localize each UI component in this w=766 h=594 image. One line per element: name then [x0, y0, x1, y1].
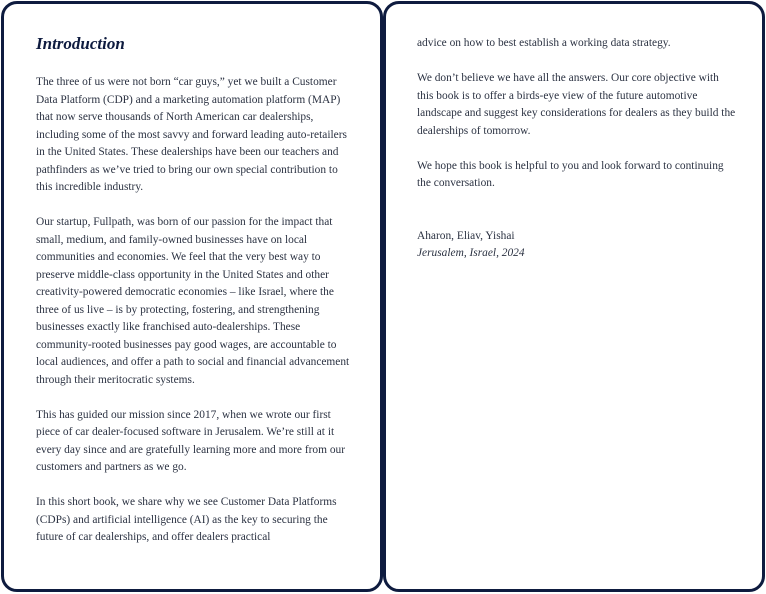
- paragraph-1: The three of us were not born “car guys,” yet we built a Customer Data Platform (CDP) and a marketing automation platform (MAP) that now serve thousands of North American car dealerships, including some of the most savvy and forward leading auto-retailers in the United States. These dealerships have been our teachers and pathfinders as we’ve tried to bring our own special contribution to this incredible industry.: [36, 76, 347, 193]
- signature-place-date: Jerusalem, Israel, 2024: [417, 247, 525, 259]
- paragraph-2: Our startup, Fullpath, was born of our passion for the impact that small, medium, and family-owned businesses have on local communities and economies. We feel that the very best way to preserve middle-class opportunity in the United States and other creativity-powered democratic economies – like Israel, where the three of us live – is by protecting, fostering, and strengthening businesses exactly like franchised auto-dealerships. These community-rooted businesses pay good wages, are accountable to local audiences, and offer a path to social and financial advancement through their meritocratic systems.: [36, 216, 350, 386]
- chapter-title: Introduction: [36, 34, 125, 53]
- paragraph-closing: We hope this book is helpful to you and look forward to continuing the conversation.: [417, 159, 724, 189]
- right-page-content: [417, 35, 737, 263]
- paragraph-continued: advice on how to best establish a working data strategy.: [417, 37, 671, 49]
- right-page: [383, 1, 765, 592]
- paragraph-4: In this short book, we share why we see Customer Data Platforms (CDPs) and artificial intelligence (AI) as the key to securing the future of car dealerships, and offer dealers practical: [36, 496, 337, 543]
- paragraph-objective: We don’t believe we have all the answers. Our core objective with this book is to offer a birds-eye view of the future automotive landscape and suggest key considerations for dealers as they build the dealerships of tomorrow.: [417, 72, 736, 137]
- author-names: Aharon, Eliav, Yishai: [417, 229, 515, 242]
- left-page: [1, 1, 383, 592]
- paragraph-3: This has guided our mission since 2017, when we wrote our first piece of car dealer-focused software in Jerusalem. We’re still at it every day since and are gratefully learning more and more from our customers and partners as we go.: [36, 408, 345, 473]
- signature-block: [417, 228, 737, 263]
- left-page-content: [36, 33, 354, 564]
